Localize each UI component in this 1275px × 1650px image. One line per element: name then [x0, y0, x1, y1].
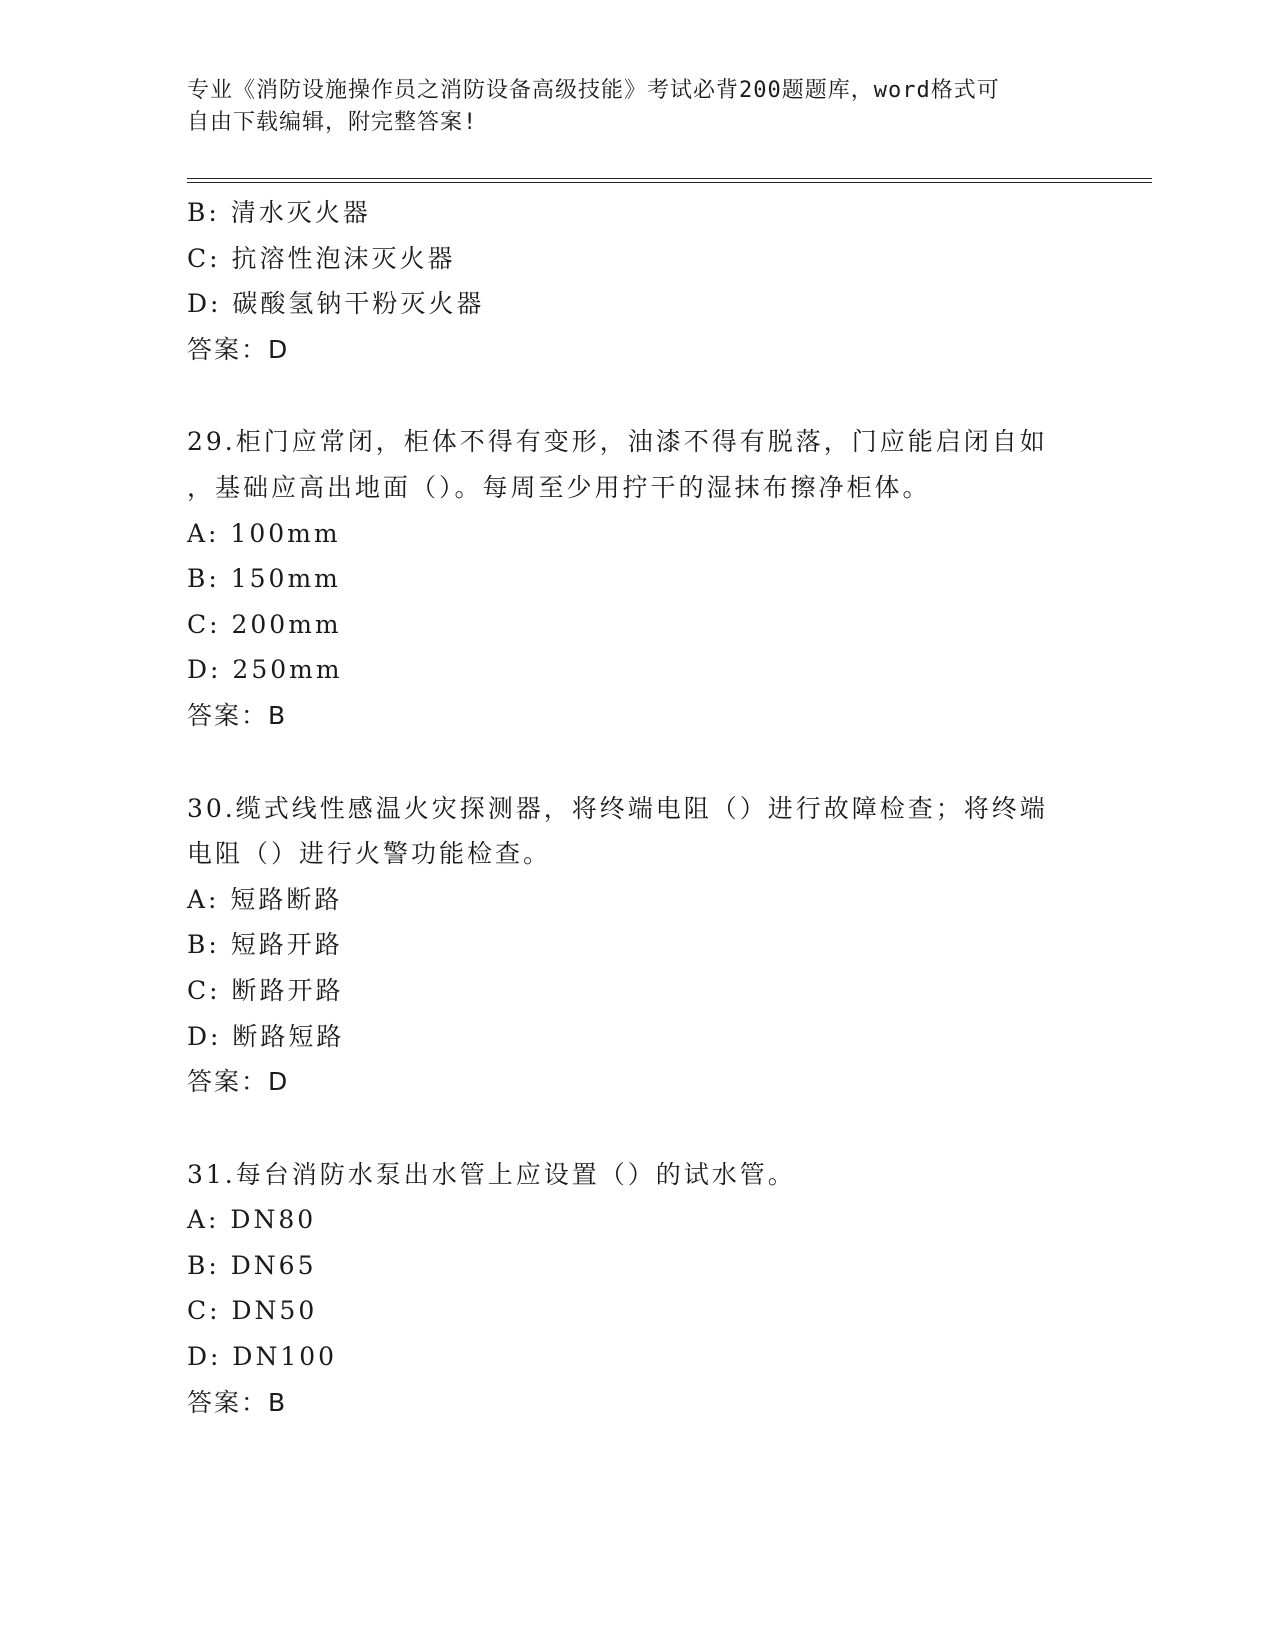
option-a: A: 短路断路 — [187, 884, 343, 914]
header-line-1: 专业《消防设施操作员之消防设备高级技能》考试必背200题题库，word格式可 — [187, 78, 1000, 103]
question-list — [187, 190, 1087, 1425]
header-line-2: 自由下载编辑，附完整答案! — [187, 110, 478, 135]
question-stem: 31.每台消防水泵出水管上应设置（）的试水管。 — [187, 1159, 796, 1189]
answer-line: 答案：B — [187, 1387, 288, 1417]
question-stem: 29.柜门应常闭，柜体不得有变形，油漆不得有脱落，门应能启闭自如 — [187, 427, 1048, 457]
question-block-30 — [187, 786, 1087, 1105]
option-b: B: 150mm — [187, 564, 341, 594]
option-b: B: 清水灭火器 — [187, 198, 371, 227]
question-block-31 — [187, 1152, 1087, 1426]
option-a: A: DN80 — [187, 1205, 317, 1235]
option-c: C: 断路开路 — [187, 975, 344, 1005]
answer-line: 答案：D — [187, 334, 290, 364]
option-c: C: DN50 — [187, 1296, 318, 1326]
header-divider-top — [187, 178, 1152, 179]
question-stem-continued: ，基础应高出地面（）。每周至少用拧干的湿抹布擦净柜体。 — [187, 472, 931, 502]
answer-line: 答案：B — [187, 700, 288, 730]
option-c: C: 抗溶性泡沫灭火器 — [187, 243, 456, 273]
question-block-29 — [187, 419, 1087, 738]
question-stem-continued: 电阻（）进行火警功能检查。 — [187, 839, 552, 869]
option-d: D: DN100 — [187, 1342, 338, 1372]
document-header — [187, 75, 1067, 139]
option-a: A: 100mm — [187, 518, 341, 548]
option-d: D: 250mm — [187, 655, 343, 685]
header-divider-bottom — [187, 182, 1152, 183]
option-d: D: 断路短路 — [187, 1021, 345, 1051]
block-spacer — [187, 372, 1087, 419]
block-spacer — [187, 1105, 1087, 1152]
block-spacer — [187, 739, 1087, 786]
option-d: D: 碳酸氢钠干粉灭火器 — [187, 289, 485, 319]
question-stem: 30.缆式线性感温火灾探测器，将终端电阻（）进行故障检查；将终端 — [187, 793, 1048, 823]
continued-question-block — [187, 190, 1087, 372]
option-c: C: 200mm — [187, 609, 342, 639]
answer-line: 答案：D — [187, 1067, 290, 1097]
option-b: B: 短路开路 — [187, 930, 343, 960]
option-b: B: DN65 — [187, 1250, 317, 1280]
